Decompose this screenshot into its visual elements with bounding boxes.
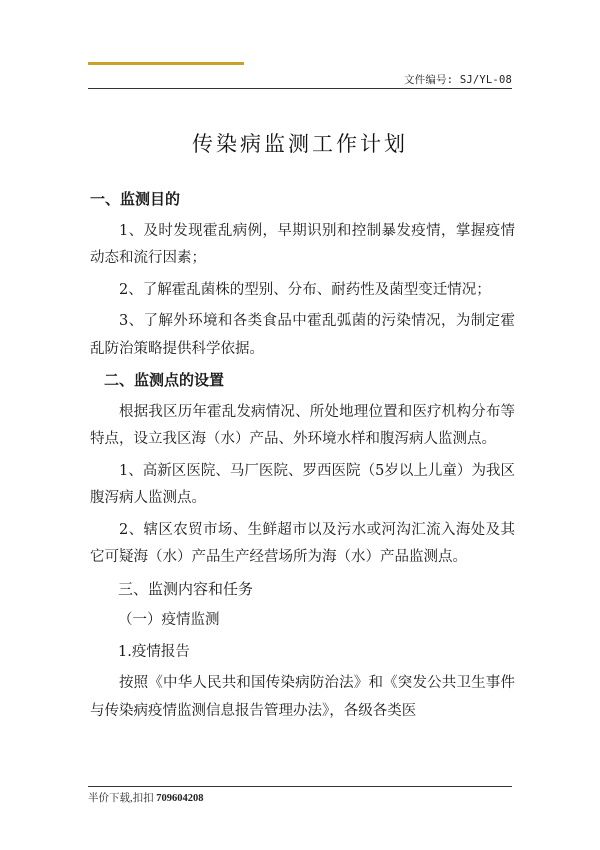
footer xyxy=(88,790,204,805)
subsection-epidemic-monitoring: （一）疫情监测 xyxy=(118,612,220,628)
section-1-paragraph-2: 2、了解霍乱菌株的型别、分布、耐药性及菌型变迁情况； xyxy=(119,281,491,298)
footer-contact-number: 709604208 xyxy=(156,793,204,804)
page-title: 传染病监测工作计划 xyxy=(192,132,408,156)
section-3-heading: 三、监测内容和任务 xyxy=(118,579,254,598)
subsection-epidemic-reporting: 1.疫情报告 xyxy=(118,643,190,660)
header-accent-line xyxy=(88,62,244,65)
section-2-paragraph-1: 根据我区历年霍乱发病情况、所处地理位置和医疗机构分布等特点，设立我区海（水）产品、外环境水样和腹泻病人监测点。 xyxy=(90,403,515,447)
section-1-paragraph-1: 1、及时发现霍乱病例，早期识别和控制暴发疫情，掌握疫情动态和流行因素； xyxy=(90,222,515,266)
section-2-heading: 二、监测点的设置 xyxy=(104,371,225,389)
footer-divider xyxy=(88,786,512,787)
section-2-paragraph-2: 1、高新区医院、马厂医院、罗西医院（5岁以上儿童）为我区腹泻病人监测点。 xyxy=(90,462,515,506)
section-3-paragraph-1: 按照《中华人民共和国传染病防治法》和《突发公共卫生事件与传染病疫情监测信息报告管理办法》，各级各类医 xyxy=(90,675,515,719)
header-divider xyxy=(88,88,512,89)
document-number: 文件编号: SJ/YL-08 xyxy=(403,74,512,86)
section-2-paragraph-3: 2、辖区农贸市场、生鲜超市以及污水或河沟汇流入海处及其它可疑海（水）产品生产经营场所为海（水）产品监测点。 xyxy=(90,521,515,565)
document-body xyxy=(90,186,515,729)
section-1-paragraph-3: 3、了解外环境和各类食品中霍乱弧菌的污染情况，为制定霍乱防治策略提供科学依据。 xyxy=(90,313,515,357)
footer-text: 半价下载,扣扣 xyxy=(88,793,157,804)
section-1-heading: 一、监测目的 xyxy=(90,190,181,208)
